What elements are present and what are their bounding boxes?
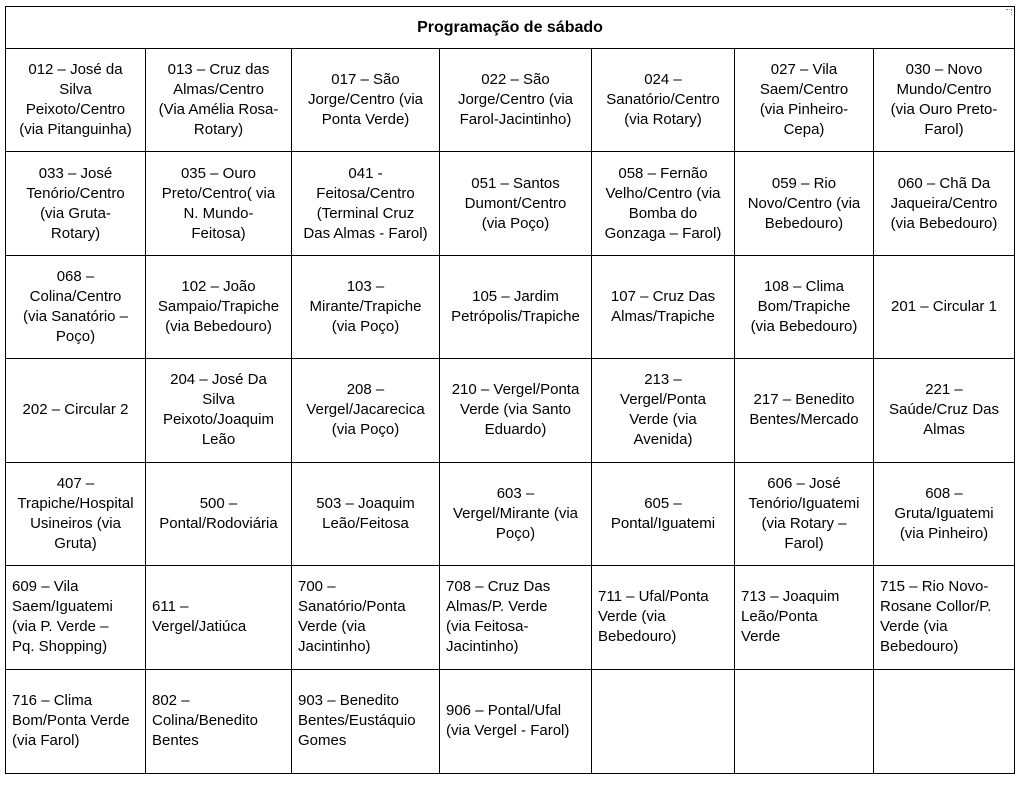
route-cell bbox=[874, 152, 1014, 255]
route-cell-text: 017 – São Jorge/Centro (via Ponta Verde) bbox=[307, 71, 424, 129]
route-cell bbox=[292, 49, 440, 152]
table-title: Programação de sábado bbox=[6, 7, 1014, 49]
route-cell-text: 221 – Saúde/Cruz Das Almas bbox=[888, 381, 1000, 439]
route-cell-text: 716 – Clima Bom/Ponta Verde (via Farol) bbox=[12, 692, 130, 750]
route-cell bbox=[592, 256, 735, 359]
route-cell bbox=[6, 566, 146, 669]
route-cell-text: 058 – Fernão Velho/Centro (via Bomba do Gonzaga – Farol) bbox=[604, 164, 722, 242]
route-cell-text: 500 – Pontal/Rodoviária bbox=[159, 494, 278, 532]
route-cell bbox=[6, 463, 146, 566]
route-cell bbox=[292, 359, 440, 462]
route-cell bbox=[440, 49, 592, 152]
route-cell bbox=[146, 359, 292, 462]
route-cell-text: 013 – Cruz das Almas/Centro (Via Amélia Rosa- Rotary) bbox=[158, 61, 279, 139]
route-cell-text: 708 – Cruz Das Almas/P. Verde (via Feitosa- Jacintinho) bbox=[446, 578, 551, 656]
route-cell-text: 903 – Benedito Bentes/Eustáquio Gomes bbox=[298, 692, 416, 750]
route-cell bbox=[592, 463, 735, 566]
route-cell-text: 035 – Ouro Preto/Centro( via N. Mundo- Feitosa) bbox=[161, 164, 276, 242]
route-cell bbox=[735, 49, 874, 152]
route-cell-text: 202 – Circular 2 bbox=[22, 401, 129, 419]
route-cell-text: 906 – Pontal/Ufal (via Vergel - Farol) bbox=[446, 702, 570, 740]
route-cell bbox=[874, 463, 1014, 566]
route-cell bbox=[735, 359, 874, 462]
route-cell bbox=[592, 49, 735, 152]
route-cell bbox=[874, 359, 1014, 462]
route-cell bbox=[440, 463, 592, 566]
route-cell-text: 059 – Rio Novo/Centro (via Bebedouro) bbox=[747, 174, 861, 232]
route-cell-text: 027 – Vila Saem/Centro (via Pinheiro- Cepa) bbox=[759, 61, 849, 139]
route-cell-text: 603 – Vergel/Mirante (via Poço) bbox=[452, 484, 579, 542]
route-cell bbox=[146, 566, 292, 669]
route-cell-text: 107 – Cruz Das Almas/Trapiche bbox=[610, 288, 716, 326]
route-cell-text: 033 – José Tenório/Centro (via Gruta- Rotary) bbox=[26, 164, 125, 242]
route-cell bbox=[6, 359, 146, 462]
route-cell bbox=[592, 152, 735, 255]
route-cell bbox=[6, 49, 146, 152]
route-cell-text: 102 – João Sampaio/Trapiche (via Bebedouro) bbox=[157, 278, 280, 336]
route-cell-text: 022 – São Jorge/Centro (via Farol-Jacintinho) bbox=[457, 71, 574, 129]
route-cell bbox=[6, 670, 146, 773]
route-cell bbox=[735, 152, 874, 255]
route-cell bbox=[146, 49, 292, 152]
route-cell-text: 041 - Feitosa/Centro (Terminal Cruz Das Almas - Farol) bbox=[303, 164, 428, 242]
route-cell bbox=[874, 566, 1014, 669]
route-cell bbox=[440, 566, 592, 669]
route-cell bbox=[292, 463, 440, 566]
route-cell-text: 030 – Novo Mundo/Centro (via Ouro Preto- Farol) bbox=[890, 61, 998, 139]
route-cell bbox=[146, 463, 292, 566]
route-cell bbox=[592, 566, 735, 669]
route-cell-text: 700 – Sanatório/Ponta Verde (via Jacintinho) bbox=[298, 578, 406, 656]
route-cell-text: 210 – Vergel/Ponta Verde (via Santo Eduardo) bbox=[451, 381, 580, 439]
route-cell-text: 012 – José da Silva Peixoto/Centro (via Pitanguinha) bbox=[19, 61, 132, 139]
route-cell bbox=[735, 256, 874, 359]
route-cell bbox=[735, 463, 874, 566]
route-cell-text: 213 – Vergel/Ponta Verde (via Avenida) bbox=[620, 371, 706, 449]
route-cell-text: 068 – Colina/Centro (via Sanatório – Poço) bbox=[22, 268, 129, 346]
route-cell bbox=[440, 152, 592, 255]
route-cell-text: 060 – Chã Da Jaqueira/Centro (via Bebedouro) bbox=[890, 174, 998, 232]
route-cell bbox=[146, 152, 292, 255]
route-cell-text: 503 – Joaquim Leão/Feitosa bbox=[316, 494, 415, 532]
route-cell-text: 108 – Clima Bom/Trapiche (via Bebedouro) bbox=[750, 278, 858, 336]
route-cell bbox=[592, 359, 735, 462]
route-cell-text: 713 – Joaquim Leão/Ponta Verde bbox=[741, 588, 840, 646]
route-cell-text: 204 – José Da Silva Peixoto/Joaquim Leão bbox=[163, 371, 274, 449]
route-cell bbox=[440, 256, 592, 359]
route-cell bbox=[874, 256, 1014, 359]
route-cell bbox=[440, 359, 592, 462]
route-cell bbox=[292, 256, 440, 359]
route-cell-text: 217 – Benedito Bentes/Mercado bbox=[749, 391, 859, 429]
route-cell-text: 609 – Vila Saem/Iguatemi (via P. Verde – Pq. Shopping) bbox=[12, 578, 113, 656]
route-cell-text: 711 – Ufal/Ponta Verde (via Bebedouro) bbox=[598, 588, 709, 646]
route-cell bbox=[292, 152, 440, 255]
route-cell-text: 608 – Gruta/Iguatemi (via Pinheiro) bbox=[894, 484, 994, 542]
route-cell bbox=[735, 566, 874, 669]
route-cell bbox=[592, 670, 735, 773]
route-cell-text: 208 – Vergel/Jacarecica (via Poço) bbox=[306, 381, 425, 439]
route-cell-text: 715 – Rio Novo- Rosane Collor/P. Verde (via Bebedouro) bbox=[880, 578, 992, 656]
route-grid bbox=[6, 49, 1014, 773]
route-cell bbox=[874, 49, 1014, 152]
route-cell bbox=[874, 670, 1014, 773]
route-cell-text: 802 – Colina/Benedito Bentes bbox=[152, 692, 258, 750]
route-cell-text: 605 – Pontal/Iguatemi bbox=[610, 494, 716, 532]
route-cell bbox=[292, 670, 440, 773]
route-cell-text: 606 – José Tenório/Iguatemi (via Rotary – Farol) bbox=[748, 474, 860, 552]
schedule-table bbox=[5, 6, 1015, 774]
route-cell-text: 201 – Circular 1 bbox=[891, 298, 997, 316]
route-cell bbox=[6, 256, 146, 359]
route-cell-text: 051 – Santos Dumont/Centro (via Poço) bbox=[464, 174, 567, 232]
route-cell bbox=[6, 152, 146, 255]
route-cell-text: 103 – Mirante/Trapiche (via Poço) bbox=[309, 278, 422, 336]
route-cell bbox=[292, 566, 440, 669]
route-cell-text: 105 – Jardim Petrópolis/Trapiche bbox=[451, 288, 580, 326]
route-cell-text: 024 – Sanatório/Centro (via Rotary) bbox=[606, 71, 720, 129]
route-cell bbox=[146, 670, 292, 773]
route-cell-text: 611 – Vergel/Jatiúca bbox=[152, 598, 247, 636]
route-cell bbox=[146, 256, 292, 359]
route-cell bbox=[440, 670, 592, 773]
route-cell-text: 407 – Trapiche/Hospital Usineiros (via Gruta) bbox=[17, 474, 134, 552]
route-cell bbox=[735, 670, 874, 773]
